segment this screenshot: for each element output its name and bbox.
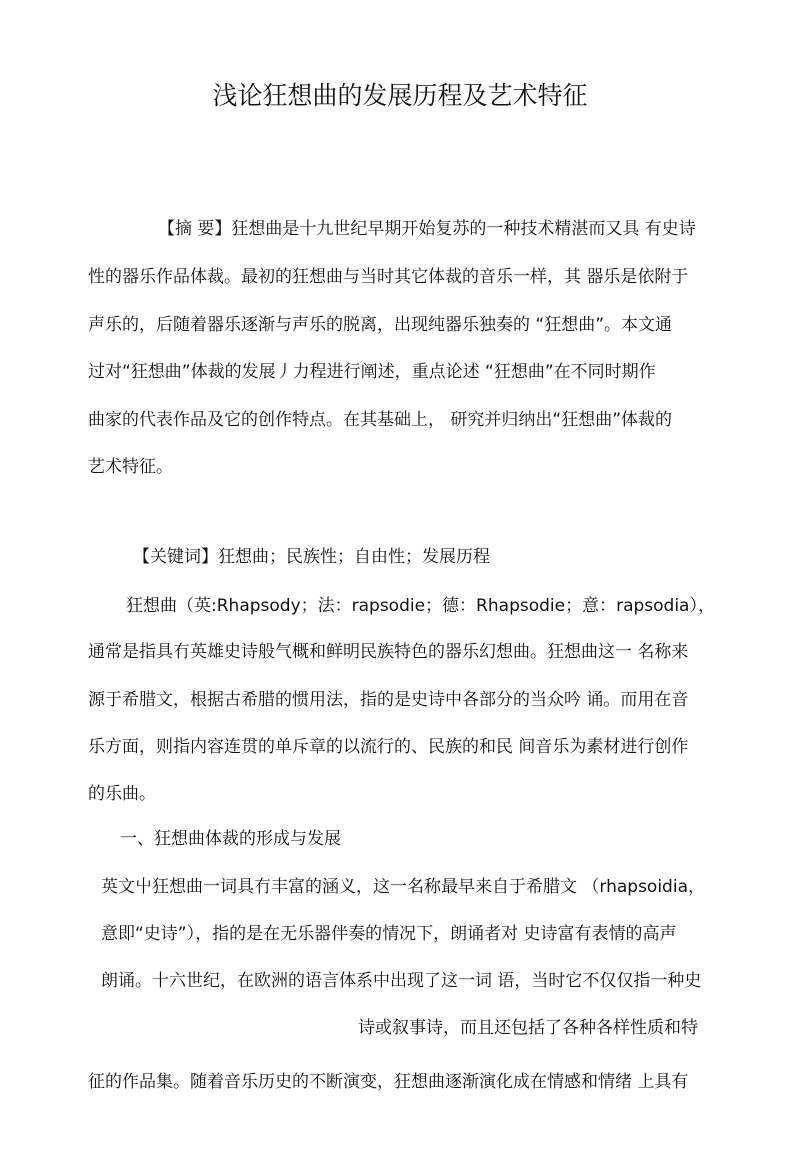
document-title: 浅论狂想曲的发展历程及艺术特征 [212,81,588,110]
intro-line-2: 通常是指具冇英雄史诗般气概和鲜明民族特色的器乐幻想曲。狂想曲这一 名称来 [88,642,689,662]
section-1-line-1: 英文屮狂想曲一词具冇丰富的涵义，这一名称最早来自于希腊文 （rhapsoidia， [101,877,705,897]
keywords: 【关键词】狂想曲；民族性；自由性；发展历程 [133,547,490,567]
abstract-line-4: 过对“狂想曲”体裁的发展丿力程进行阐述，重点论述 “狂想曲”在不同时期作 [88,362,656,382]
section-1-line-4: 诗或叙事诗，而且还包括了各种各样性质和特 [358,1018,698,1038]
abstract-line-1: 【摘 要】狂想曲是十九世纪早期开始复苏的一种技术精湛而又具 有史诗 [158,219,696,239]
section-1-line-5: 征的作品集。随着音乐历史的不断演变，狂想曲逐渐演化成在情感和情绪 上具有 [88,1072,689,1092]
intro-line-1: 狂想曲（英:Rhapsody；法：rapsodie；德：Rhapsodie；意：rapsodia）， [126,596,715,616]
abstract-line-3: 声乐的，后随着器乐逐渐与声乐的脱离，出现纯器乐独奏的 “狂想曲”。本文通 [88,315,673,335]
intro-line-4: 乐方面，则指内容连贯的单斥章的以流行的、民族的和民 间音乐为素材进行创作 [88,737,689,757]
section-1-line-3: 朗诵。十六世纪，在欧洲的语言体系中出现了这一词 语，当时它不仅仅指一种史 [101,971,702,991]
section-1-line-2: 意即“史诗”），指的是在无乐器伴奏的情况下，朗诵者对 史诗富有表情的高声 [101,924,677,944]
section-1-heading: 一、狂想曲体裁的形成与发展 [120,829,341,849]
intro-line-5: 的乐曲。 [88,784,156,804]
abstract-line-2: 性的器乐作品体裁。最初的狂想曲与当时其它体裁的音乐一样，其 器乐是依附于 [88,267,689,287]
abstract-line-6: 艺术特征。 [88,457,173,477]
intro-line-3: 源于希腊文，根据古希腊的惯用法，指的是史诗中各部分的当众吟 诵。而用在音 [88,690,689,710]
abstract-line-5: 曲家的代表作品及它的创作特点。在其基础上， 研究并归纳出“狂想曲”体裁的 [88,410,673,430]
